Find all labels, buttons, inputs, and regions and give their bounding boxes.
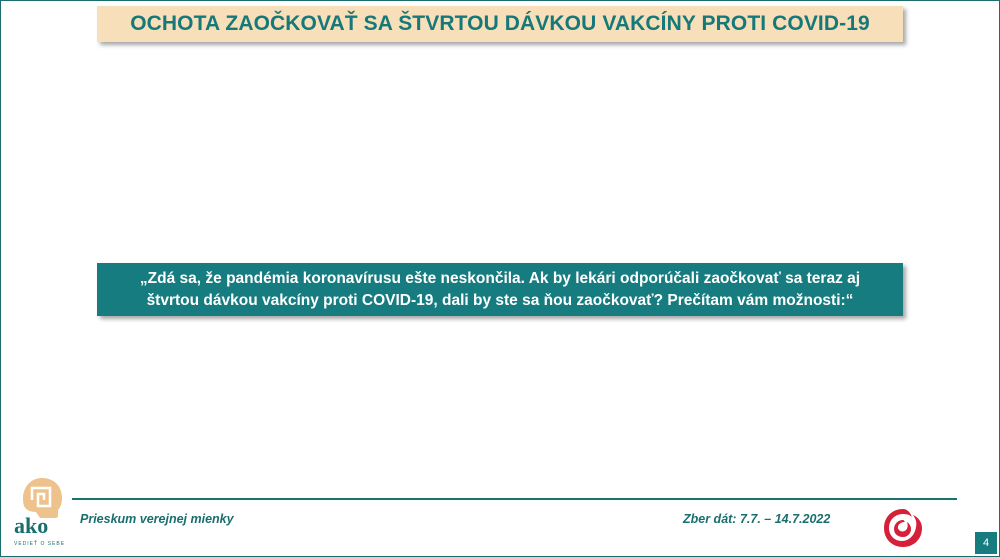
slide-title-box	[97, 6, 903, 42]
question-text	[140, 268, 860, 312]
ako-logo-tagline: VEDIEŤ O SEBE	[14, 541, 66, 547]
question-box	[97, 263, 903, 316]
slide-title: OCHOTA ZAOČKOVAŤ SA ŠTVRTOU DÁVKOU VAKCÍNY PROTI COVID-19	[130, 12, 870, 35]
footer-survey-label: Prieskum verejnej mienky	[80, 512, 234, 526]
footer-divider	[72, 498, 957, 500]
ako-logo-text: ako	[14, 513, 49, 538]
page-number: 4	[975, 532, 997, 554]
swirl-logo-icon	[880, 505, 926, 551]
footer-date-range: Zber dát: 7.7. – 14.7.2022	[683, 512, 831, 526]
question-line-1: „Zdá sa, že pandémia koronavírusu ešte neskončila. Ak by lekári odporúčali zaočkovať sa teraz aj	[139, 269, 861, 287]
question-line-2: štvrtou dávkou vakcíny proti COVID-19, dali by ste sa ňou zaočkovať? Prečítam vám možnosti:“	[146, 291, 854, 309]
ako-logo-icon	[10, 472, 70, 552]
